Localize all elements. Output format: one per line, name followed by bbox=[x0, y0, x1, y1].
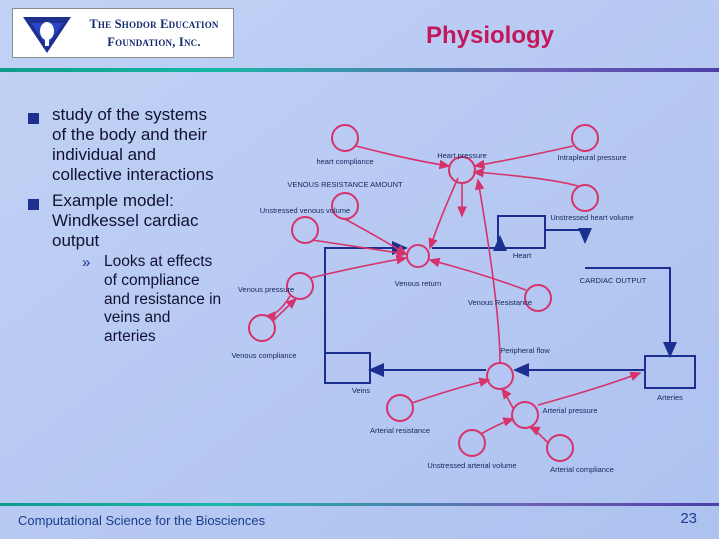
label-heart-compliance: heart compliance bbox=[316, 157, 374, 166]
bullet-text: study of the systems of the body and their individual and collective interactions bbox=[52, 105, 214, 185]
sub-bullet-text: Looks at effects of compliance and resistance in veins and arteries bbox=[104, 253, 222, 345]
label-arterial-compliance: Arterial compliance bbox=[550, 465, 614, 474]
bullet-text: Example model: Windkessel cardiac output bbox=[52, 191, 199, 251]
logo-line-2: Foundation, Inc. bbox=[107, 35, 201, 50]
label-heart-pressure: Heart pressure bbox=[437, 151, 487, 160]
logo-line-1: The Shodor Education bbox=[89, 17, 219, 31]
label-venous-return: Venous return bbox=[394, 279, 442, 288]
label-unstressed-venous-volume: Unstressed venous volume bbox=[259, 206, 351, 215]
diagram-canvas bbox=[200, 108, 710, 498]
label-unstressed-heart-volume: Unstressed heart volume bbox=[550, 213, 634, 222]
label-stock-veins: Veins bbox=[351, 386, 371, 395]
label-venous-pressure: Venous pressure bbox=[237, 285, 295, 294]
label-venous-resistance: Venous Resistance bbox=[467, 298, 533, 307]
bullet-list bbox=[24, 105, 224, 352]
label-intrapleural-pressure: Intrapleural pressure bbox=[557, 153, 627, 162]
sub-bullet-chevron-icon: » bbox=[82, 254, 91, 272]
label-venous-resistance-amount: VENOUS RESISTANCE AMOUNT bbox=[287, 180, 403, 189]
label-peripheral-flow: Peripheral flow bbox=[500, 346, 550, 355]
label-arterial-pressure: Arterial pressure bbox=[542, 406, 598, 415]
list-item bbox=[24, 105, 224, 185]
causal-links bbox=[266, 146, 640, 444]
label-venous-compliance: Venous compliance bbox=[231, 351, 297, 360]
logo-text-block bbox=[79, 15, 229, 51]
page-number: 23 bbox=[680, 510, 697, 527]
footer-text: Computational Science for the Biosciences bbox=[18, 513, 266, 528]
shodor-triangle-logo-icon bbox=[19, 13, 75, 55]
page-title: Physiology bbox=[425, 22, 555, 49]
label-arterial-resistance: Arterial resistance bbox=[369, 426, 431, 435]
bullet-square-icon bbox=[28, 199, 39, 210]
label-cardiac-output: CARDIAC OUTPUT bbox=[579, 276, 647, 285]
windkessel-model-diagram bbox=[200, 108, 710, 498]
label-stock-arteries: Arteries bbox=[657, 393, 683, 402]
diagram-labels bbox=[231, 151, 683, 474]
label-stock-heart: Heart bbox=[512, 251, 532, 260]
sub-list-item bbox=[52, 253, 224, 346]
label-unstressed-arterial-volume: Unstressed arterial volume bbox=[427, 461, 517, 470]
list-item bbox=[24, 191, 224, 346]
header-divider bbox=[0, 68, 719, 72]
shodor-logo bbox=[12, 8, 234, 58]
footer-divider bbox=[0, 503, 719, 506]
bullet-square-icon bbox=[28, 113, 39, 124]
